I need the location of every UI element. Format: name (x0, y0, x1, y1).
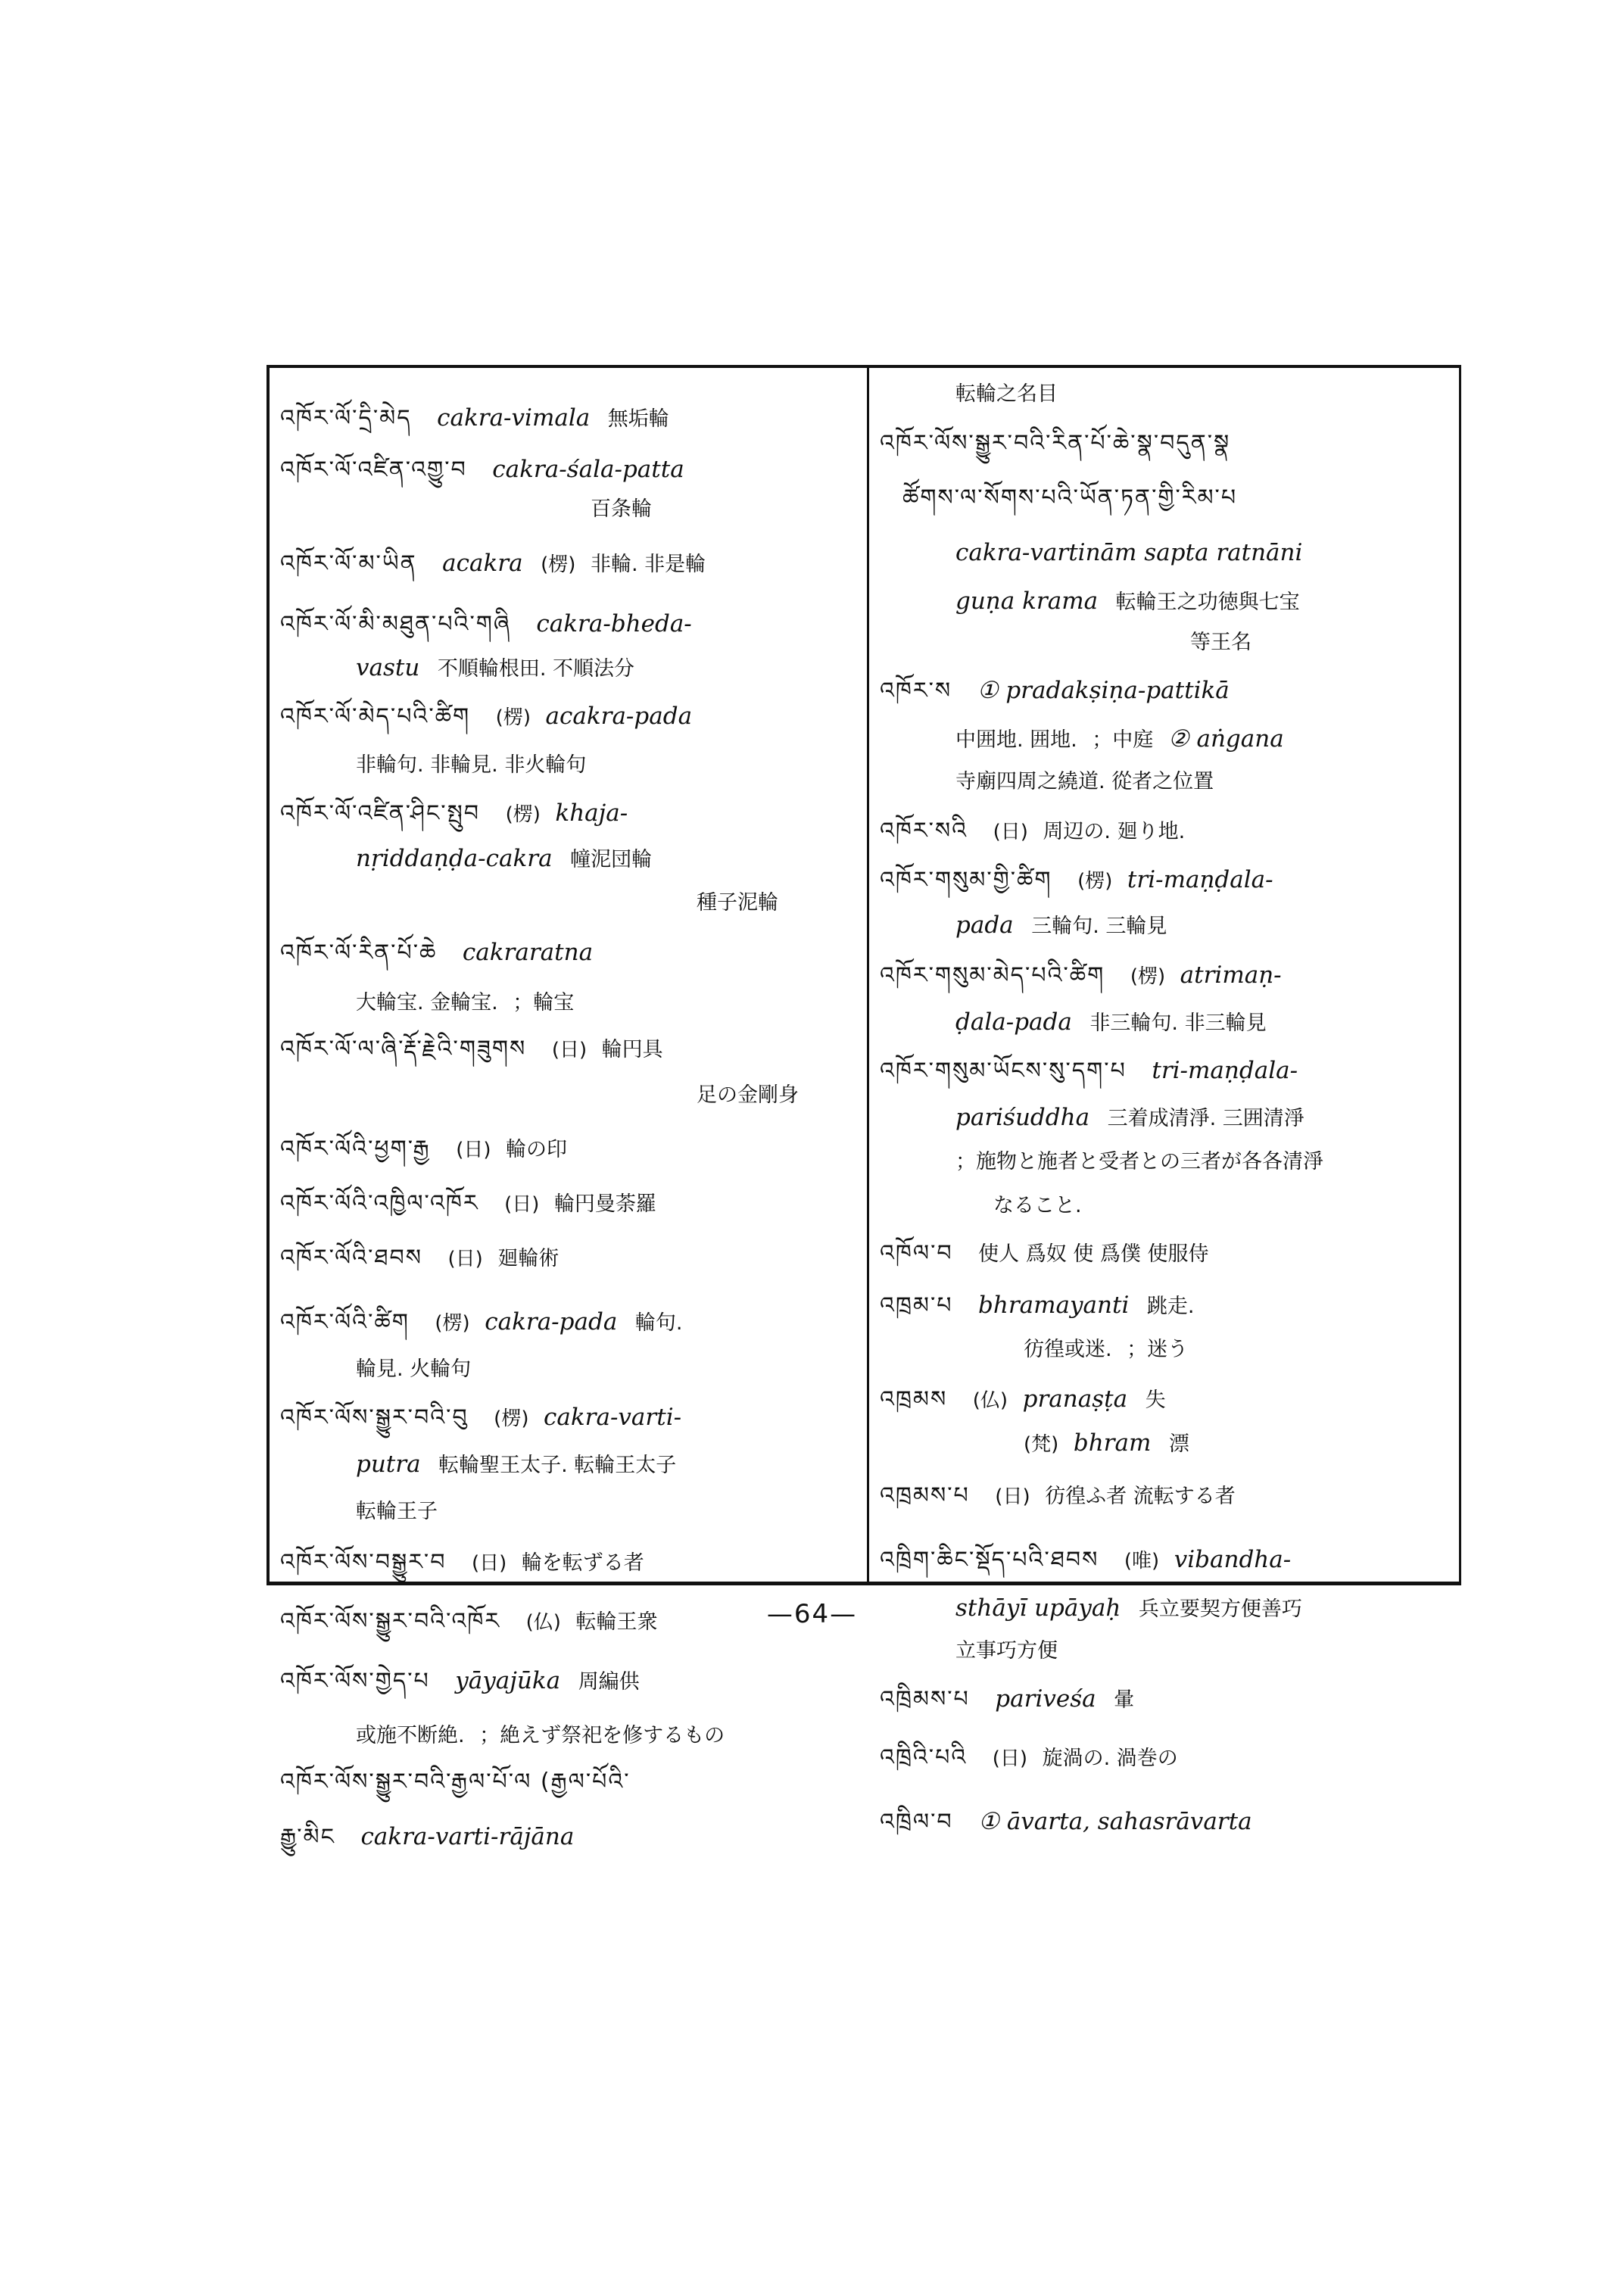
list-item: འཁོར་ལོའི་ཐབས (日) 廻輪術 (280, 1245, 560, 1271)
list-item: འཁོར་ལོའི་ཕྱག་རྒྱ (日) 輪の印 (280, 1136, 568, 1162)
list-item-continuation: ཚོགས་ལ་སོགས་པའི་ཡོན་ཏན་གྱི་རིམ་པ (902, 485, 1238, 511)
list-item: འཁོར་ལོའི་ཚིག (楞) cakra-pada 輪句. (280, 1308, 683, 1336)
list-item: འཁོར་ལོས་གྱེད་པ yāyajūka 周編供 (280, 1667, 640, 1694)
list-item-continuation: རྒྱུ་མིང cakra-varti-rājāna (280, 1823, 575, 1850)
list-item: འཁོར་ལོ་ལ་ཞི་རྡོ་རྗེའི་གཟུགས (日) 輪円具 (280, 1036, 663, 1062)
list-item: འཁྲམ་པ bhramayanti 跳走. (880, 1292, 1195, 1319)
list-item-continuation: 種子泥輪 (697, 891, 778, 915)
column-divider (867, 365, 869, 1585)
right-column (872, 365, 1459, 1835)
list-item-continuation: ḍala-pada 非三輪句. 非三輪見 (955, 1008, 1267, 1036)
list-item: འཁོར་ས ① pradakṣiṇa-pattikā (880, 677, 1230, 704)
list-item-continuation: ；施物と施者と受者との三者が各各清淨 (955, 1150, 1323, 1173)
list-item: འཁྲིའི་པའི (日) 旋渦の. 渦巻の (880, 1744, 1178, 1771)
list-item: འཁོར་གསུམ་ཡོངས་སུ་དག་པ tri-maṇḍala- (880, 1057, 1298, 1084)
list-item-continuation: cakra-vartinām sapta ratnāni (955, 539, 1303, 566)
list-item: འཁོར་ལོ་མ་ཡིན acakra (楞) 非輪. 非是輪 (280, 550, 706, 577)
list-item-continuation: sthāyī upāyaḥ 兵立要契方便善巧 (955, 1594, 1302, 1622)
list-item-continuation: pariśuddha 三着成清淨. 三囲清淨 (955, 1104, 1304, 1131)
list-item-continuation: 大輪宝. 金輪宝. ；輪宝 (356, 991, 575, 1015)
list-item: འཁོར་གསུམ་གྱི་ཚིག (楞) tri-maṇḍala- (880, 866, 1273, 893)
list-item-continuation: なること. (993, 1194, 1082, 1217)
list-item: འཁྲམས (仏) pranaṣṭa 失 (880, 1385, 1166, 1413)
list-item: འཁོར་ལོས་སྒྱུར་བའི་འཁོར (仏) 転輪王衆 (280, 1608, 658, 1635)
list-item: འཁོར་ལོ་མེད་པའི་ཚིག (楞) acakra-pada (280, 703, 693, 730)
list-item: འཁོར་ལོ་འཛིན་ཤིང་སྤུབ (楞) khaja- (280, 799, 628, 827)
page-number: —64— (766, 1599, 858, 1629)
list-item-continuation: 中囲地. 囲地. ；中庭 ② aṅgana (955, 725, 1284, 753)
list-item: འཁོར་ལོ་མི་མཐུན་པའི་གཞི cakra-bheda- (280, 610, 692, 637)
list-item-continuation: 輪見. 火輪句 (356, 1357, 472, 1381)
list-item-continuation: 転輪王子 (356, 1500, 438, 1523)
list-item-continuation: 非輪句. 非輪見. 非火輪句 (356, 753, 587, 777)
list-item: འཁོར་ལོས་སྒྱུར་བའི་རྒྱལ་པོ་ལ (རྒྱལ་པོའི་ (280, 1769, 631, 1795)
list-item: འཁོར་ལོ་དྲི་མེད cakra-vimala 無垢輪 (280, 404, 669, 432)
list-item-continuation: nṛiddaṇḍa-cakra 幢泥団輪 (356, 845, 653, 872)
list-item-continuation: (梵) bhram 漂 (1024, 1429, 1189, 1457)
list-item-continuation: putra 転輪聖王太子. 転輪王太子 (356, 1451, 677, 1478)
list-item-continuation: 寺廟四周之繞道. 從者之位置 (955, 770, 1214, 793)
list-item: འཁྲིམས་པ pariveśa 暈 (880, 1685, 1135, 1713)
list-item-continuation: 立事巧方便 (955, 1639, 1058, 1663)
list-item-continuation: guṇa krama 転輪王之功徳與七宝 (955, 588, 1300, 615)
list-item-continuation: vastu 不順輪根田. 不順法分 (356, 654, 635, 681)
list-item-continuation: pada 三輪句. 三輪見 (955, 912, 1167, 939)
list-item: འཁོར་སའི (日) 周辺の. 廻り地. (880, 818, 1186, 844)
list-item: 転輪之名目 (955, 382, 1058, 406)
list-item: འཁོར་ལོ་འཛིན་འགྱུ་བ cakra-śala-patta (280, 456, 684, 483)
list-item: འཁྲམས་པ (日) 彷徨ふ者 流転する者 (880, 1482, 1236, 1509)
list-item: འཁྲིལ་བ ① āvarta, sahasrāvarta (880, 1808, 1252, 1835)
list-item: འཁོར་ལོས་བསྒྱུར་བ (日) 輪を転ずる者 (280, 1549, 644, 1576)
list-item: འཁྲིག་ཆིང་སྡོད་པའི་ཐབས (唯) vibandha- (880, 1546, 1292, 1573)
list-item-continuation: 彷徨或迷. ；迷う (1024, 1338, 1189, 1361)
list-item: འཁོར་ལོས་སྒྱུར་བའི་བུ (楞) cakra-varti- (280, 1404, 682, 1431)
list-item-continuation: 或施不断絶. ；絶えず祭祀を修するもの (356, 1724, 725, 1747)
list-item: འཁོར་ལོའི་འཁྱིལ་འཁོར (日) 輪円曼荼羅 (280, 1190, 656, 1217)
list-item-continuation: 足の金剛身 (697, 1083, 799, 1107)
list-item-continuation: 百条輪 (591, 497, 652, 521)
list-item: འཁོར་ལོས་སྒྱུར་བའི་རིན་པོ་ཆེ་སྣ་བདུན་སྣ (880, 430, 1231, 457)
list-item: འཁོལ་བ 使人 爲奴 使 爲僕 使服侍 (880, 1240, 1209, 1267)
list-item: འཁོར་ལོ་རིན་པོ་ཆེ cakraratna (280, 939, 594, 966)
list-item: འཁོར་གསུམ་མེད་པའི་ཚིག (楞) atrimaṇ- (880, 962, 1282, 989)
list-item-continuation: 等王名 (1190, 631, 1252, 654)
